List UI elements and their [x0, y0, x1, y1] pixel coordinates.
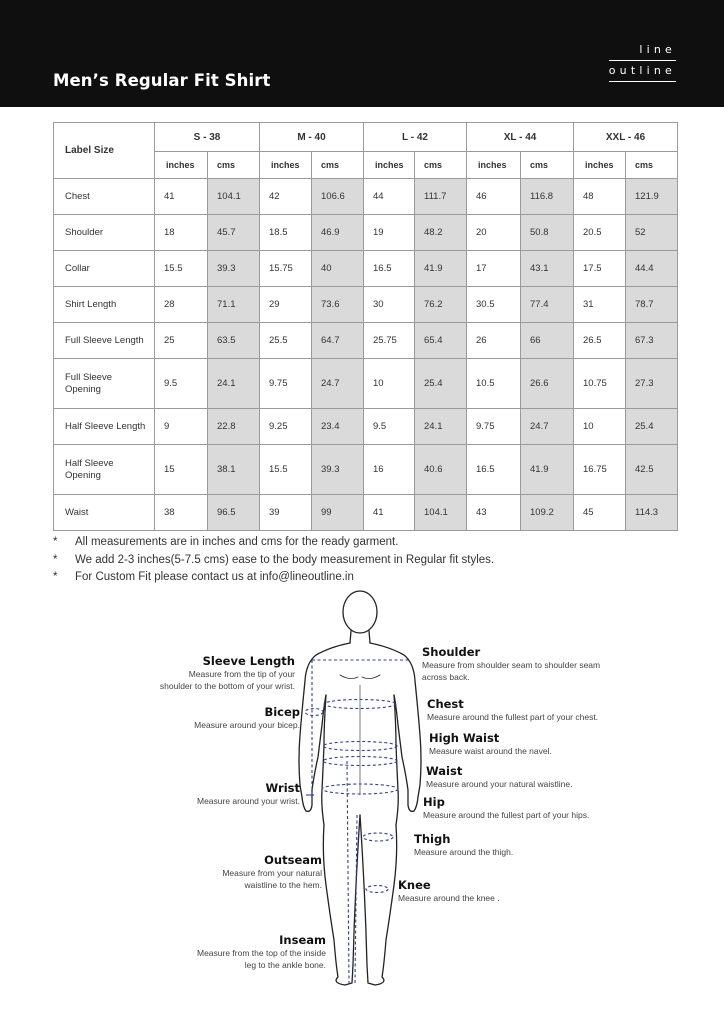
cell-inches: 16.5 — [467, 445, 521, 495]
row-label: Waist — [54, 495, 155, 531]
cell-inches: 9.75 — [260, 359, 312, 409]
cell-cms: 99 — [312, 495, 364, 531]
unit-cms: cms — [312, 152, 364, 179]
cell-inches: 41 — [364, 495, 415, 531]
unit-cms: cms — [626, 152, 678, 179]
cell-cms: 96.5 — [208, 495, 260, 531]
measurement-figure — [0, 585, 724, 995]
unit-inches: inches — [574, 152, 626, 179]
cell-inches: 38 — [155, 495, 208, 531]
cell-inches: 9 — [155, 409, 208, 445]
note-item — [53, 534, 494, 552]
cell-inches: 9.5 — [364, 409, 415, 445]
label-wrist: Wrist Measure around your wrist. — [197, 781, 300, 806]
row-label: Shirt Length — [54, 287, 155, 323]
note-bullet: * — [53, 553, 58, 566]
cell-inches: 45 — [574, 495, 626, 531]
row-label: Shoulder — [54, 215, 155, 251]
size-l-header: L - 42 — [364, 123, 467, 152]
size-table-body — [54, 179, 678, 531]
cell-inches: 25.75 — [364, 323, 415, 359]
label-thigh: Thigh Measure around the thigh. — [414, 832, 514, 857]
label-inseam: Inseam Measure from the top of the inside leg to the ankle bone. — [197, 933, 326, 970]
cell-cms: 104.1 — [208, 179, 260, 215]
cell-cms: 67.3 — [626, 323, 678, 359]
unit-cms: cms — [521, 152, 574, 179]
cell-cms: 64.7 — [312, 323, 364, 359]
label-high-waist: High Waist Measure waist around the navel. — [429, 731, 552, 756]
page-title: Men’s Regular Fit Shirt — [53, 71, 271, 90]
cell-cms: 26.6 — [521, 359, 574, 409]
cell-inches: 17 — [467, 251, 521, 287]
table-row — [54, 323, 678, 359]
cell-cms: 25.4 — [626, 409, 678, 445]
cell-inches: 26.5 — [574, 323, 626, 359]
cell-inches: 46 — [467, 179, 521, 215]
row-label: Full Sleeve Opening — [54, 359, 155, 409]
cell-cms: 50.8 — [521, 215, 574, 251]
logo-line-2: outline — [609, 61, 676, 82]
cell-cms: 41.9 — [521, 445, 574, 495]
cell-inches: 10 — [364, 359, 415, 409]
cell-inches: 26 — [467, 323, 521, 359]
table-row — [54, 359, 678, 409]
cell-inches: 30.5 — [467, 287, 521, 323]
unit-inches: inches — [364, 152, 415, 179]
cell-inches: 18 — [155, 215, 208, 251]
cell-inches: 16 — [364, 445, 415, 495]
cell-cms: 116.8 — [521, 179, 574, 215]
label-knee: Knee Measure around the knee . — [398, 878, 500, 903]
cell-cms: 22.8 — [208, 409, 260, 445]
table-row — [54, 251, 678, 287]
cell-cms: 106.6 — [312, 179, 364, 215]
note-item — [53, 569, 494, 587]
brand-logo — [609, 40, 676, 82]
cell-inches: 15.5 — [260, 445, 312, 495]
label-chest: Chest Measure around the fullest part of your chest. — [427, 697, 599, 722]
cell-cms: 111.7 — [415, 179, 467, 215]
cell-cms: 25.4 — [415, 359, 467, 409]
cell-inches: 10 — [574, 409, 626, 445]
cell-inches: 48 — [574, 179, 626, 215]
label-size-header: Label Size — [54, 123, 155, 179]
label-sleeve-length: Sleeve Length Measure from the tip of your shoulder to the bottom of your wrist. — [159, 654, 295, 691]
cell-cms: 38.1 — [208, 445, 260, 495]
cell-inches: 15.75 — [260, 251, 312, 287]
unit-inches: inches — [155, 152, 208, 179]
cell-cms: 71.1 — [208, 287, 260, 323]
note-bullet: * — [53, 536, 58, 548]
cell-cms: 73.6 — [312, 287, 364, 323]
logo-line-1: line — [609, 40, 676, 61]
table-row — [54, 179, 678, 215]
note-text: For Custom Fit please contact us at info@lineoutline.in — [75, 571, 354, 583]
size-m-header: M - 40 — [260, 123, 364, 152]
size-xl-header: XL - 44 — [467, 123, 574, 152]
cell-cms: 42.5 — [626, 445, 678, 495]
cell-inches: 20 — [467, 215, 521, 251]
cell-cms: 109.2 — [521, 495, 574, 531]
cell-inches: 30 — [364, 287, 415, 323]
cell-cms: 24.1 — [415, 409, 467, 445]
cell-cms: 40.6 — [415, 445, 467, 495]
unit-inches: inches — [467, 152, 521, 179]
size-s-header: S - 38 — [155, 123, 260, 152]
cell-cms: 24.7 — [312, 359, 364, 409]
row-label: Half Sleeve Length — [54, 409, 155, 445]
cell-cms: 48.2 — [415, 215, 467, 251]
cell-inches: 39 — [260, 495, 312, 531]
cell-cms: 104.1 — [415, 495, 467, 531]
cell-inches: 41 — [155, 179, 208, 215]
cell-inches: 16.5 — [364, 251, 415, 287]
row-label: Chest — [54, 179, 155, 215]
cell-inches: 25.5 — [260, 323, 312, 359]
cell-cms: 39.3 — [312, 445, 364, 495]
cell-cms: 63.5 — [208, 323, 260, 359]
cell-cms: 41.9 — [415, 251, 467, 287]
note-item — [53, 552, 494, 570]
cell-cms: 24.7 — [521, 409, 574, 445]
cell-inches: 42 — [260, 179, 312, 215]
cell-cms: 46.9 — [312, 215, 364, 251]
size-header-row — [54, 123, 678, 152]
cell-cms: 77.4 — [521, 287, 574, 323]
unit-cms: cms — [208, 152, 260, 179]
cell-cms: 114.3 — [626, 495, 678, 531]
note-text: We add 2-3 inches(5-7.5 cms) ease to the body measurement in Regular fit styles. — [75, 553, 495, 566]
cell-cms: 27.3 — [626, 359, 678, 409]
cell-cms: 78.7 — [626, 287, 678, 323]
notes — [53, 534, 494, 587]
cell-inches: 15.5 — [155, 251, 208, 287]
cell-cms: 66 — [521, 323, 574, 359]
cell-cms: 40 — [312, 251, 364, 287]
unit-inches: inches — [260, 152, 312, 179]
label-outseam: Outseam Measure from your natural waistline to the hem. — [222, 853, 322, 890]
label-waist: Waist Measure around your natural waistline. — [426, 764, 573, 789]
cell-cms: 44.4 — [626, 251, 678, 287]
page-header — [0, 0, 724, 107]
cell-inches: 31 — [574, 287, 626, 323]
cell-inches: 9.75 — [467, 409, 521, 445]
cell-cms: 76.2 — [415, 287, 467, 323]
label-hip: Hip Measure around the fullest part of your hips. — [423, 795, 590, 820]
table-row — [54, 495, 678, 531]
row-label: Full Sleeve Length — [54, 323, 155, 359]
cell-inches: 9.25 — [260, 409, 312, 445]
cell-inches: 15 — [155, 445, 208, 495]
table-row — [54, 287, 678, 323]
cell-inches: 43 — [467, 495, 521, 531]
cell-inches: 9.5 — [155, 359, 208, 409]
cell-cms: 45.7 — [208, 215, 260, 251]
table-row — [54, 445, 678, 495]
note-bullet: * — [53, 571, 58, 583]
cell-cms: 52 — [626, 215, 678, 251]
cell-cms: 24.1 — [208, 359, 260, 409]
table-row — [54, 215, 678, 251]
row-label: Half Sleeve Opening — [54, 445, 155, 495]
cell-cms: 43.1 — [521, 251, 574, 287]
label-bicep: Bicep Measure around your bicep. — [194, 705, 300, 730]
table-row — [54, 409, 678, 445]
cell-cms: 121.9 — [626, 179, 678, 215]
cell-cms: 23.4 — [312, 409, 364, 445]
cell-inches: 10.75 — [574, 359, 626, 409]
label-shoulder: Shoulder Measure from shoulder seam to shoulder seam across back. — [422, 645, 601, 682]
cell-cms: 65.4 — [415, 323, 467, 359]
cell-inches: 10.5 — [467, 359, 521, 409]
cell-inches: 25 — [155, 323, 208, 359]
cell-inches: 29 — [260, 287, 312, 323]
cell-inches: 19 — [364, 215, 415, 251]
cell-cms: 39.3 — [208, 251, 260, 287]
note-text: All measurements are in inches and cms for the ready garment. — [75, 536, 399, 548]
cell-inches: 17.5 — [574, 251, 626, 287]
cell-inches: 20.5 — [574, 215, 626, 251]
row-label: Collar — [54, 251, 155, 287]
cell-inches: 44 — [364, 179, 415, 215]
unit-cms: cms — [415, 152, 467, 179]
body-outline-illustration — [0, 585, 724, 995]
size-chart-table — [53, 122, 678, 531]
cell-inches: 18.5 — [260, 215, 312, 251]
cell-inches: 16.75 — [574, 445, 626, 495]
size-xxl-header: XXL - 46 — [574, 123, 678, 152]
cell-inches: 28 — [155, 287, 208, 323]
